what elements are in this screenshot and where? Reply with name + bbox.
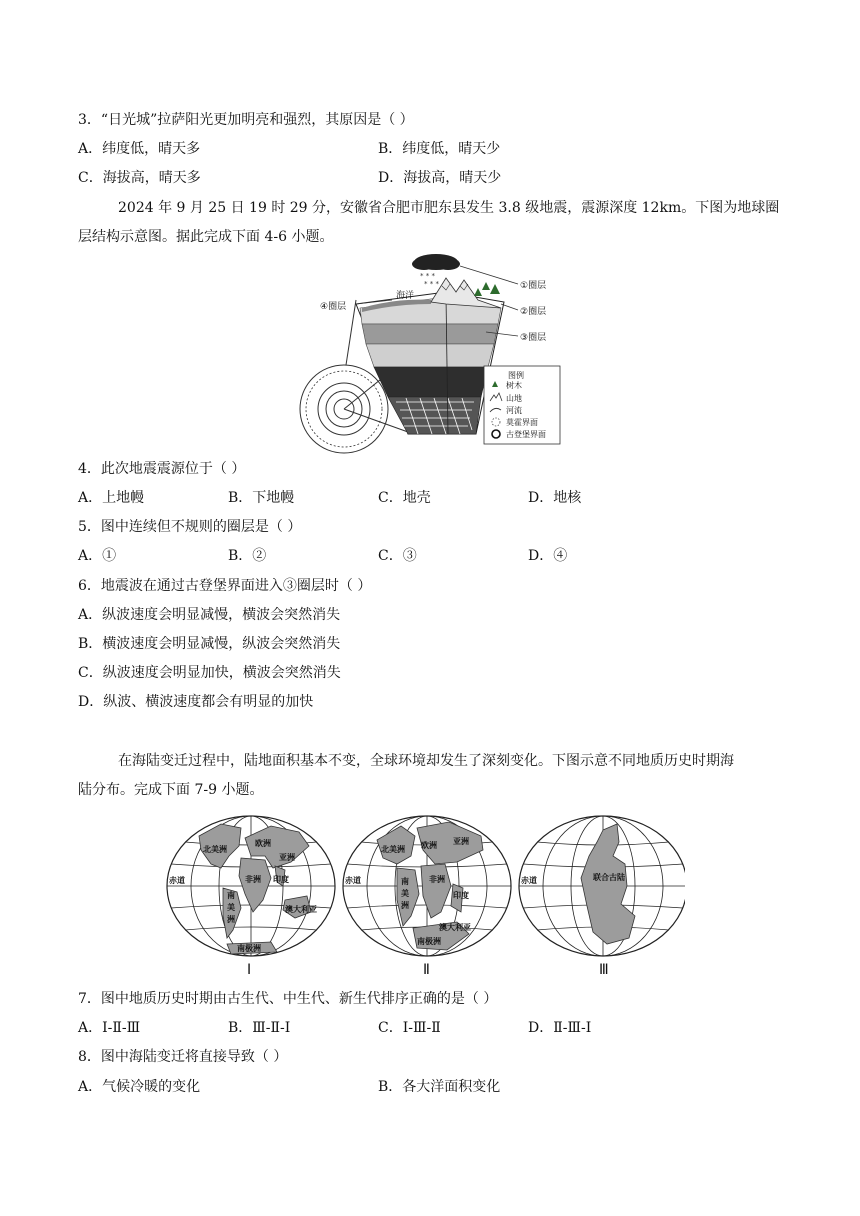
globe1-north-america: 北美洲 <box>203 845 227 854</box>
figure1-legend <box>484 366 560 444</box>
q5-option-b: B．② <box>228 548 267 564</box>
intro1-line2: 层结构示意图。据此完成下面 4-6 小题。 <box>78 229 334 245</box>
q5-option-a: A．① <box>78 548 117 564</box>
q3-option-d: D．海拔高，晴天少 <box>378 170 502 186</box>
globe2-equator: 赤道 <box>345 876 361 885</box>
svg-text:* * *: * * * <box>424 280 439 288</box>
legend-item-mountain: 山地 <box>506 394 522 403</box>
q6-stem: 6．地震波在通过古登堡界面进入③圈层时（ ） <box>78 578 372 594</box>
q4-option-c: C．地壳 <box>378 490 431 506</box>
intro2-line2: 陆分布。完成下面 7-9 小题。 <box>78 782 264 798</box>
globe1-africa: 非洲 <box>245 875 261 884</box>
legend-item-gutenberg: 古登堡界面 <box>506 430 546 439</box>
q6-option-b: B．横波速度会明显减慢，纵波会突然消失 <box>78 636 341 652</box>
legend-item-moho: 莫霍界面 <box>506 418 538 427</box>
globe1-india: 印度 <box>273 875 289 884</box>
globe2-asia: 亚洲 <box>453 837 469 846</box>
legend-item-tree: 树木 <box>506 381 522 390</box>
globe2-antarctica: 南极洲 <box>417 937 441 946</box>
globe1-sa-2: 美 <box>227 903 235 912</box>
globe2-india: 印度 <box>453 891 469 900</box>
q6-option-a: A．纵波速度会明显减慢，横波会突然消失 <box>78 607 341 623</box>
q7-stem: 7．图中地质历史时期由古生代、中生代、新生代排序正确的是（ ） <box>78 991 498 1007</box>
globe3-numeral: Ⅲ <box>599 962 609 978</box>
globe2-sa-2: 美 <box>401 889 409 898</box>
globe1-equator: 赤道 <box>169 876 185 885</box>
globe1-sa-1: 南 <box>227 891 235 900</box>
globe1-europe: 欧洲 <box>255 839 271 848</box>
continents-globes-figure <box>165 808 685 978</box>
globe2-sa-3: 洲 <box>401 901 409 910</box>
globe-2 <box>343 816 511 978</box>
globe2-north-america: 北美洲 <box>381 845 405 854</box>
q7-option-b: B．Ⅲ-Ⅱ-Ⅰ <box>228 1020 291 1036</box>
q6-option-d: D．纵波、横波速度都会有明显的加快 <box>78 694 314 710</box>
label-sphere-3: ③圈层 <box>520 333 547 343</box>
q6-option-c: C．纵波速度会明显加快，横波会突然消失 <box>78 665 341 681</box>
globe2-australia: 澳大利亚 <box>439 923 471 932</box>
label-ocean: 海洋 <box>396 291 415 301</box>
globe-3 <box>519 816 685 978</box>
q5-option-c: C．③ <box>378 548 417 564</box>
label-sphere-4: ④圈层 <box>320 302 347 312</box>
globe2-sa-1: 南 <box>401 877 409 886</box>
q8-option-b: B．各大洋面积变化 <box>378 1079 501 1095</box>
q8-option-a: A．气候冷暖的变化 <box>78 1079 201 1095</box>
q7-option-d: D．Ⅱ-Ⅲ-Ⅰ <box>528 1020 592 1036</box>
globe2-africa: 非洲 <box>429 875 445 884</box>
crust-wedge <box>356 292 504 434</box>
q3-stem: 3．“日光城”拉萨阳光更加明亮和强烈，其原因是（ ） <box>78 112 414 128</box>
globe-1 <box>167 816 335 978</box>
cloud-icon <box>412 254 460 288</box>
intro1-line1: 2024 年 9 月 25 日 19 时 29 分，安徽省合肥市肥东县发生 3.8 级地震，震源深度 12km。下图为地球圈 <box>118 200 780 216</box>
earth-layers-figure <box>296 252 564 458</box>
globe3-pangaea: 联合古陆 <box>593 873 625 882</box>
q5-option-d: D．④ <box>528 548 568 564</box>
q7-option-a: A．Ⅰ-Ⅱ-Ⅲ <box>78 1020 141 1036</box>
globe1-asia: 亚洲 <box>279 853 295 862</box>
globe1-australia: 澳大利亚 <box>285 905 317 914</box>
legend-item-river: 河流 <box>506 406 522 415</box>
globe2-numeral: Ⅱ <box>423 962 430 978</box>
q4-option-b: B．下地幔 <box>228 490 295 506</box>
q4-option-d: D．地核 <box>528 490 582 506</box>
globe3-equator: 赤道 <box>521 876 537 885</box>
q3-option-c: C．海拔高，晴天多 <box>78 170 201 186</box>
q3-option-b: B．纬度低，晴天少 <box>378 141 501 157</box>
legend-title: 图例 <box>508 371 524 380</box>
globe1-antarctica: 南极洲 <box>237 944 261 953</box>
svg-text:* * *: * * * <box>420 272 435 280</box>
globe2-europe: 欧洲 <box>421 841 437 850</box>
q4-option-a: A．上地幔 <box>78 490 145 506</box>
label-sphere-2: ②圈层 <box>520 307 547 317</box>
q8-stem: 8．图中海陆变迁将直接导致（ ） <box>78 1049 288 1065</box>
q5-stem: 5．图中连续但不规则的圈层是（ ） <box>78 519 302 535</box>
globe1-sa-3: 洲 <box>227 915 235 924</box>
tree-icon <box>474 282 500 296</box>
q7-option-c: C．Ⅰ-Ⅲ-Ⅱ <box>378 1020 441 1036</box>
globe1-numeral: Ⅰ <box>247 962 252 978</box>
label-sphere-1: ①圈层 <box>520 281 547 291</box>
q3-option-a: A．纬度低，晴天多 <box>78 141 201 157</box>
intro2-line1: 在海陆变迁过程中，陆地面积基本不变，全球环境却发生了深刻变化。下图示意不同地质历史时期海 <box>118 753 734 769</box>
q4-stem: 4．此次地震震源位于（ ） <box>78 461 246 477</box>
